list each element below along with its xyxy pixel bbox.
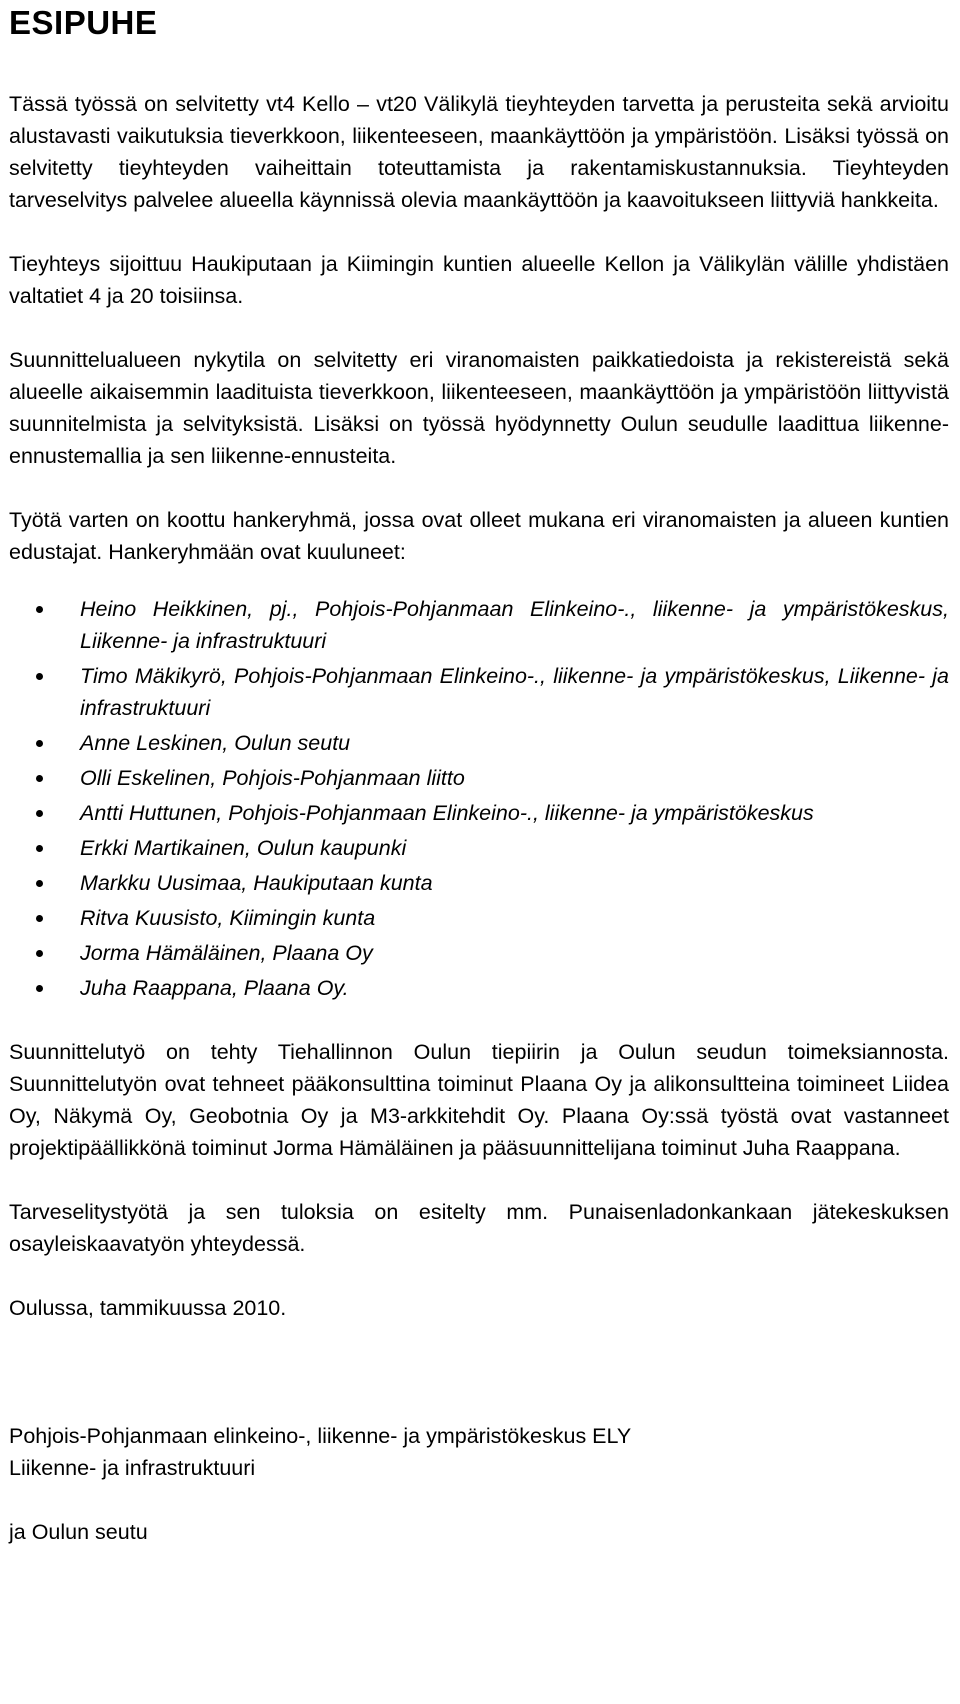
current-state-paragraph: Suunnittelualueen nykytila on selvitetty eri viranomaisten paikkatiedoista ja rekistereistä sekä alueelle aikaisemmin laadituista tieverkkoon, liikenteeseen, maankäyttöön ja ympäristöön liittyvistä suunnitelmista ja selvityksistä. Lisäksi on työssä hyödynnetty Oulun seudulle laadittua liikenne-ennustemallia ja sen liikenne-ennusteita.: [9, 348, 949, 468]
bullet-icon: [36, 880, 43, 887]
bullet-icon: [36, 915, 43, 922]
list-item: [9, 832, 949, 864]
bullet-icon: [36, 845, 43, 852]
intro-paragraph: Tässä työssä on selvitetty vt4 Kello – vt20 Välikylä tieyhteyden tarvetta ja perusteita sekä arvioitu alustavasti vaikutuksia tieverkkoon, liikenteeseen, maankäyttöön ja ympäristöön. Lisäksi työssä on selvitetty tieyhteyden vaiheittain toteuttamista ja rakentamiskustannuksia. Tieyhteyden tarveselvitys palvelee alueella käynnissä olevia maankäyttöön ja kaavoitukseen liittyviä hankkeita.: [9, 92, 949, 212]
bullet-icon: [36, 606, 43, 613]
list-item: [9, 593, 949, 657]
member-text: Heino Heikkinen, pj., Pohjois-Pohjanmaan Elinkeino-., liikenne- ja ympäristökeskus, Liikenne- ja infrastruktuuri: [80, 597, 949, 653]
list-item: [9, 797, 949, 829]
list-item: [9, 902, 949, 934]
member-text: Ritva Kuusisto, Kiimingin kunta: [80, 906, 376, 930]
commission-paragraph: Suunnittelutyö on tehty Tiehallinnon Oulun tiepiirin ja Oulun seudun toimeksiannosta. Suunnittelutyön ovat tehneet pääkonsulttina toiminut Plaana Oy ja alikonsultteina toimineet Liidea Oy, Näkymä Oy, Geobotnia Oy ja M3-arkkitehdit Oy. Plaana Oy:ssä työstä ovat vastanneet projektipäällikkönä toiminut Jorma Hämäläinen ja pääsuunnittelijana toiminut Juha Raappana.: [9, 1040, 949, 1160]
member-text: Jorma Hämäläinen, Plaana Oy: [80, 941, 373, 965]
bullet-icon: [36, 673, 43, 680]
member-text: Antti Huttunen, Pohjois-Pohjanmaan Elinkeino-., liikenne- ja ympäristökeskus: [80, 801, 814, 825]
project-group-paragraph: Työtä varten on koottu hankeryhmä, jossa ovat olleet mukana eri viranomaisten ja alueen kuntien edustajat. Hankeryhmään ovat kuuluneet:: [9, 508, 949, 564]
list-item: [9, 972, 949, 1004]
member-list: [9, 593, 949, 1004]
list-item: [9, 937, 949, 969]
member-text: Juha Raappana, Plaana Oy.: [80, 976, 349, 1000]
bullet-icon: [36, 740, 43, 747]
bullet-icon: [36, 950, 43, 957]
member-text: Timo Mäkikyrö, Pohjois-Pohjanmaan Elinkeino-., liikenne- ja ympäristökeskus, Liikenne- ja infrastruktuuri: [80, 664, 949, 720]
presentation-paragraph: Tarveselitystyötä ja sen tuloksia on esitelty mm. Punaisenladonkankaan jätekeskuksen osayleiskaavatyön yhteydessä.: [9, 1200, 949, 1256]
bullet-icon: [36, 810, 43, 817]
page-title: ESIPUHE: [9, 4, 158, 41]
member-text: Markku Uusimaa, Haukiputaan kunta: [80, 871, 433, 895]
list-item: [9, 867, 949, 899]
signature-line-1: Pohjois-Pohjanmaan elinkeino-, liikenne- ja ympäristökeskus ELY: [9, 1424, 632, 1448]
list-item: [9, 762, 949, 794]
member-text: Olli Eskelinen, Pohjois-Pohjanmaan liitto: [80, 766, 465, 790]
place-date: Oulussa, tammikuussa 2010.: [9, 1296, 287, 1320]
location-paragraph: Tieyhteys sijoittuu Haukiputaan ja Kiimingin kuntien alueelle Kellon ja Välikylän välille yhdistäen valtatiet 4 ja 20 toisiinsa.: [9, 252, 949, 308]
bullet-icon: [36, 985, 43, 992]
bullet-icon: [36, 775, 43, 782]
list-item: [9, 727, 949, 759]
document-page: [9, 0, 949, 1548]
member-text: Erkki Martikainen, Oulun kaupunki: [80, 836, 407, 860]
list-item: [9, 660, 949, 724]
member-text: Anne Leskinen, Oulun seutu: [80, 731, 351, 755]
signature-line-3: ja Oulun seutu: [9, 1520, 148, 1544]
signature-line-2: Liikenne- ja infrastruktuuri: [9, 1456, 256, 1480]
